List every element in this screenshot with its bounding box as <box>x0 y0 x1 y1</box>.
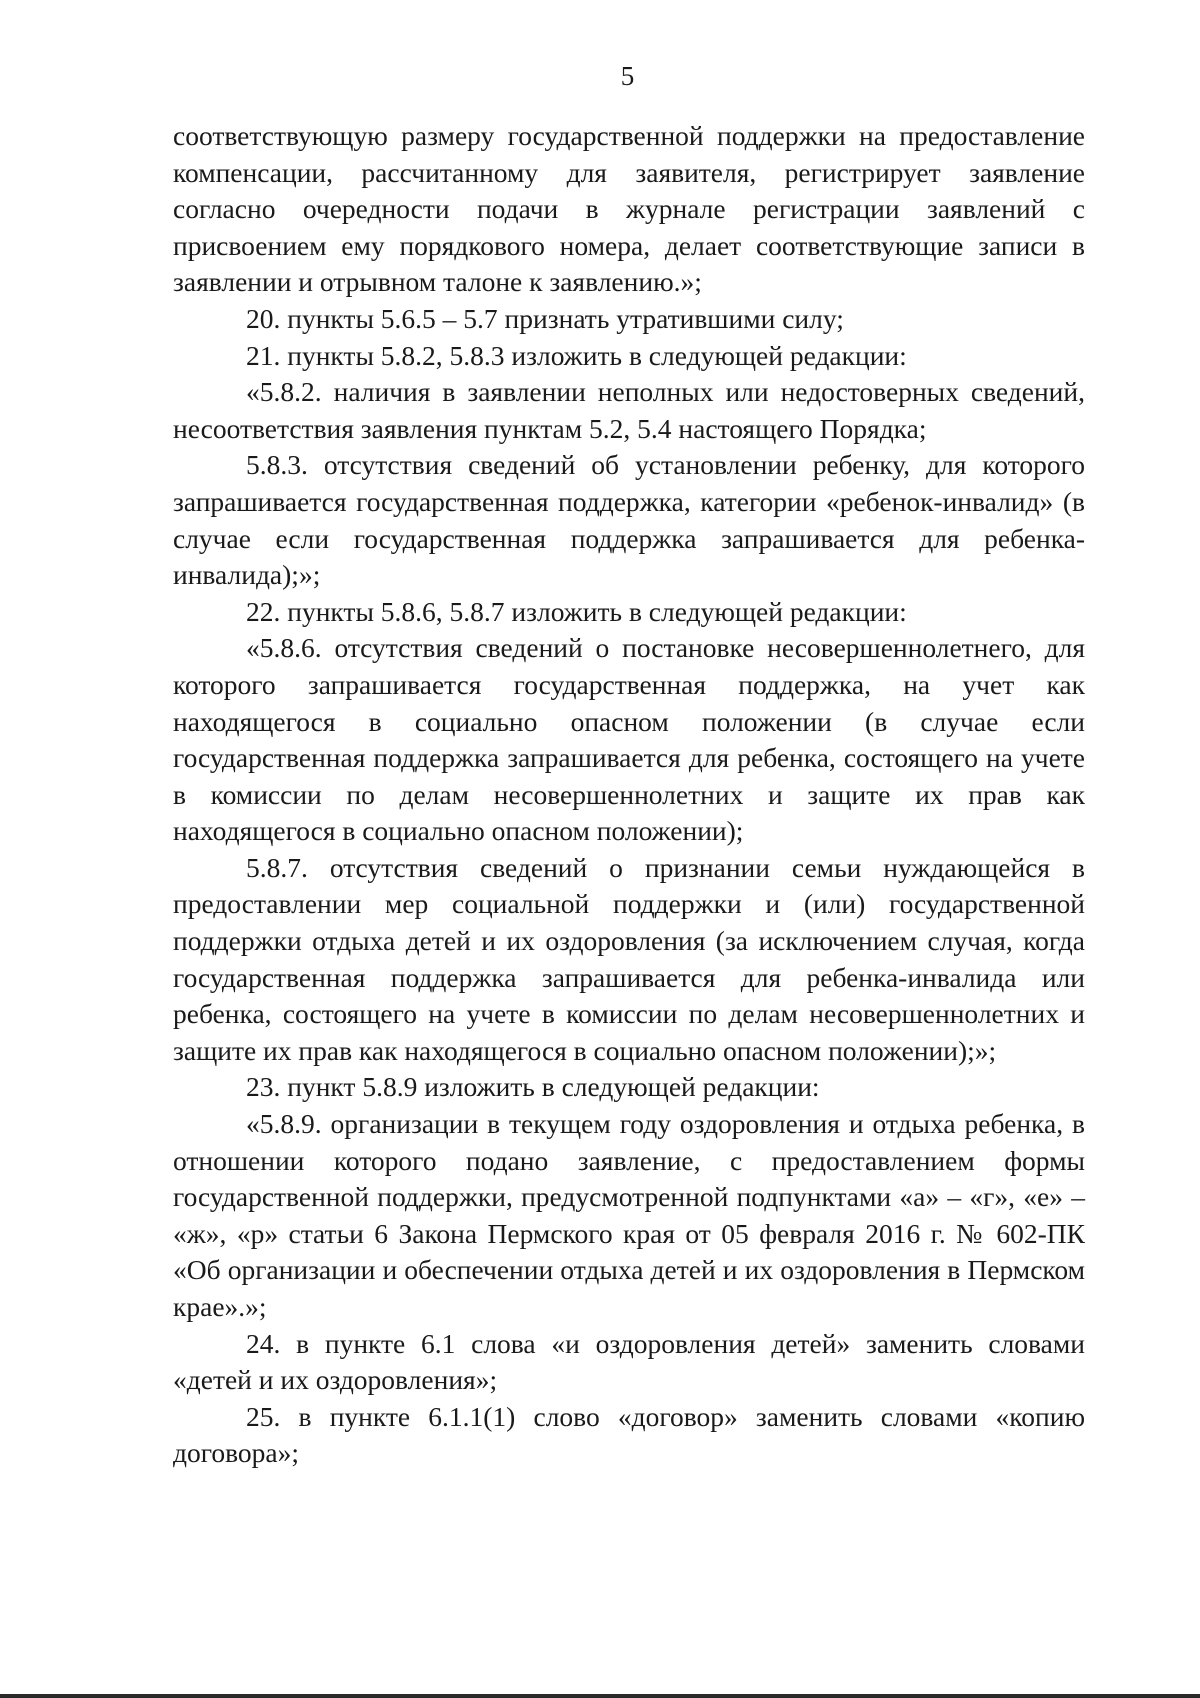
paragraph-clause-5-8-7: 5.8.7. отсутствия сведений о признании семьи нуждающейся в предоставлении мер социальной поддержки и (или) государственной поддержки отдыха детей и их оздоровления (за исключением случая, когда государственная поддержка запрашивается для ребенка-инвалида или ребенка, состоящего на учете в комиссии по делам несовершеннолетних и защите их прав как находящегося в социально опасном положении);»; <box>173 851 1085 1066</box>
paragraph-item-20: 20. пункты 5.6.5 – 5.7 признать утратившими силу; <box>246 302 844 334</box>
paragraph-item-21: 21. пункты 5.8.2, 5.8.3 изложить в следующей редакции: <box>246 339 907 371</box>
paragraph-item-22: 22. пункты 5.8.6, 5.8.7 изложить в следующей редакции: <box>246 595 907 627</box>
document-body <box>173 118 1085 1472</box>
paragraph-item-25: 25. в пункте 6.1.1(1) слово «договор» заменить словами «копию договора»; <box>173 1400 1085 1469</box>
paragraph-item-23: 23. пункт 5.8.9 изложить в следующей редакции: <box>246 1071 820 1103</box>
page-number: 5 <box>620 61 635 91</box>
scan-bottom-edge <box>0 1694 1200 1698</box>
paragraph-item-24: 24. в пункте 6.1 слова «и оздоровления детей» заменить словами «детей и их оздоровления»; <box>173 1327 1085 1396</box>
paragraph-clause-5-8-2: «5.8.2. наличия в заявлении неполных или недостоверных сведений, несоответствия заявления пунктам 5.2, 5.4 настоящего Порядка; <box>173 376 1085 444</box>
paragraph-clause-5-8-3: 5.8.3. отсутствия сведений об установлении ребенку, для которого запрашивается государственная поддержка, категории «ребенок-инвалид» (в случае если государственная поддержка запрашивается для ребенка-инвалида);»; <box>173 449 1085 591</box>
paragraph-clause-5-8-6: «5.8.6. отсутствия сведений о постановке несовершеннолетнего, для которого запрашивается государственная поддержка, на учет как находящегося в социально опасном положении (в случае если государственная поддержка запрашивается для ребенка, состоящего на учете в комиссии по делам несовершеннолетних и защите их прав как находящегося в социально опасном положении); <box>173 632 1085 847</box>
paragraph-continuation: соответствующую размеру государственной поддержки на предоставление компенсации, рассчитанному для заявителя, регистрирует заявление согласно очередности подачи в журнале регистрации заявлений с присвоением ему порядкового номера, делает соответствующие записи в заявлении и отрывном талоне к заявлению.»; <box>173 120 1085 298</box>
paragraph-clause-5-8-9: «5.8.9. организации в текущем году оздоровления и отдыха ребенка, в отношении которого подано заявление, с предоставлением формы государственной поддержки, предусмотренной подпунктами «а» – «г», «е» – «ж», «р» статьи 6 Закона Пермского края от 05 февраля 2016 г. № 602-ПК «Об организации и обеспечении отдыха детей и их оздоровления в Пермском крае».»; <box>173 1108 1085 1322</box>
